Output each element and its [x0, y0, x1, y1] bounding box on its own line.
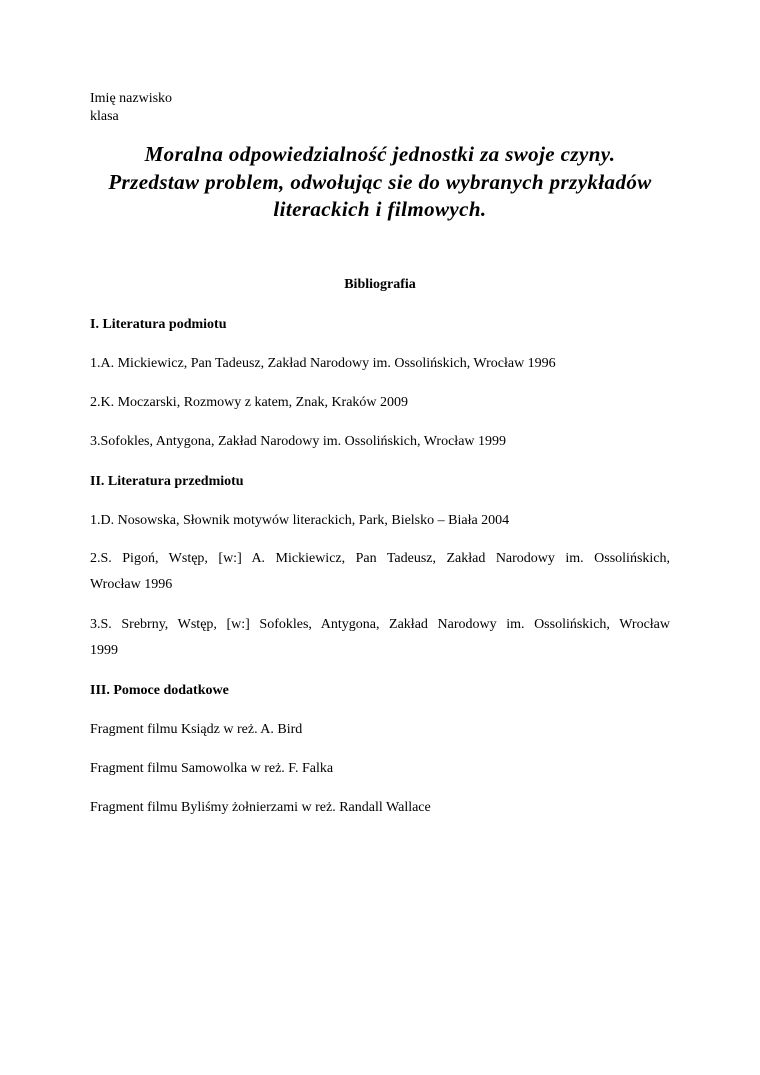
- student-class-line: klasa: [90, 109, 119, 124]
- bibliography-entry-multiline: [90, 612, 670, 664]
- bibliography-entry-line: 1999: [90, 643, 118, 658]
- bibliography-entry-line: Wrocław 1996: [90, 577, 173, 592]
- bibliography-entry: Fragment filmu Ksiądz w reż. A. Bird: [90, 722, 303, 737]
- essay-title-line: literackich i filmowych.: [273, 197, 487, 221]
- bibliography-entry: Fragment filmu Byliśmy żołnierzami w reż. Randall Wallace: [90, 800, 431, 815]
- section-heading-primary-literature: I. Literatura podmiotu: [90, 317, 227, 332]
- bibliography-entry: 1.D. Nosowska, Słownik motywów literackich, Park, Bielsko – Biała 2004: [90, 513, 510, 528]
- student-header: [90, 90, 172, 126]
- bibliography-heading: Bibliografia: [344, 277, 416, 292]
- section-heading-additional-aids: III. Pomoce dodatkowe: [90, 683, 229, 698]
- bibliography-entry-line: 2.S. Pigoń, Wstęp, [w:] A. Mickiewicz, Pan Tadeusz, Zakład Narodowy im. Ossolińskich,: [90, 551, 670, 566]
- bibliography-entry-multiline: [90, 546, 670, 598]
- bibliography-entry: 1.A. Mickiewicz, Pan Tadeusz, Zakład Narodowy im. Ossolińskich, Wrocław 1996: [90, 356, 556, 371]
- bibliography-entry: 3.Sofokles, Antygona, Zakład Narodowy im. Ossolińskich, Wrocław 1999: [90, 434, 507, 449]
- essay-title-line: Przedstaw problem, odwołując sie do wybranych przykładów: [108, 169, 652, 194]
- bibliography-entry-line: 3.S. Srebrny, Wstęp, [w:] Sofokles, Antygona, Zakład Narodowy im. Ossolińskich, Wrocław: [90, 617, 670, 632]
- bibliography-entry: 2.K. Moczarski, Rozmowy z katem, Znak, Kraków 2009: [90, 395, 409, 410]
- essay-title-line: Moralna odpowiedzialność jednostki za swoje czyny.: [144, 142, 616, 166]
- bibliography-entry: Fragment filmu Samowolka w reż. F. Falka: [90, 761, 334, 776]
- section-heading-secondary-literature: II. Literatura przedmiotu: [90, 474, 244, 489]
- essay-title: [80, 141, 680, 224]
- student-name-line: Imię nazwisko: [90, 91, 173, 106]
